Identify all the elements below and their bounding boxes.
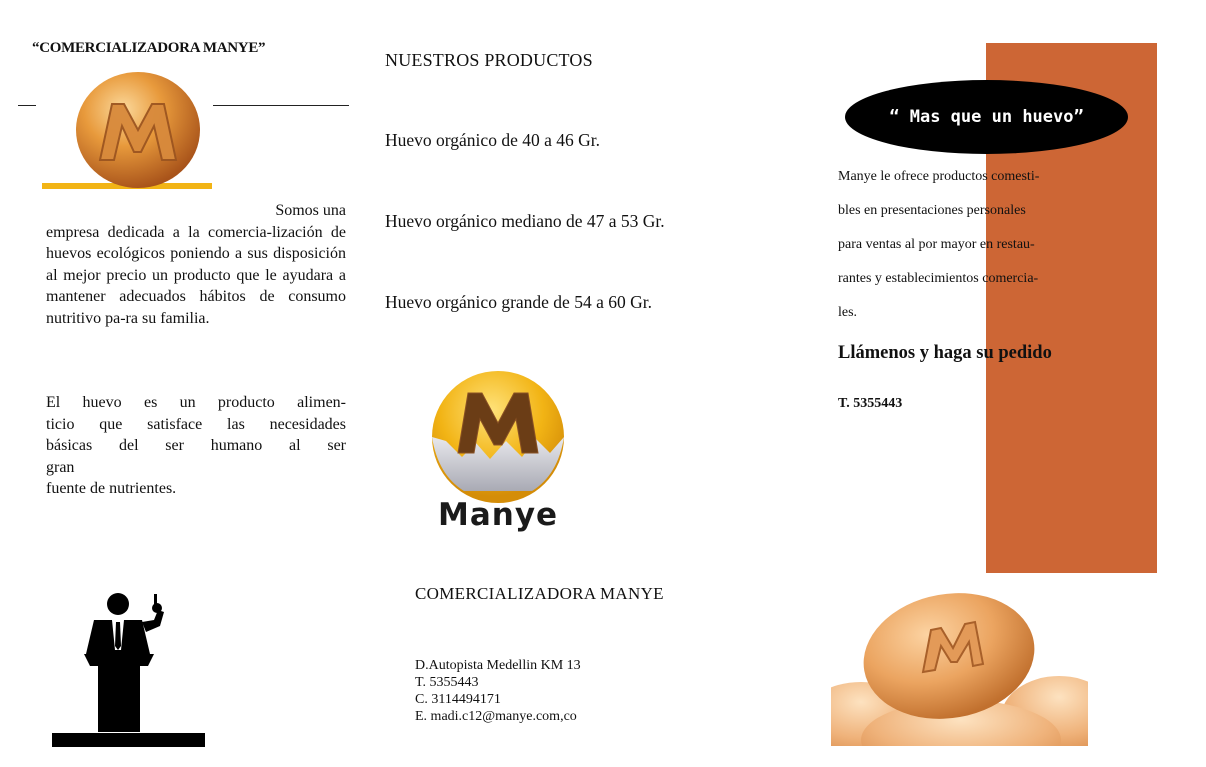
nutrition-line: ticio que satisface las necesidades [46, 415, 346, 433]
contact-block [415, 657, 581, 725]
divider-line [18, 105, 36, 106]
intro-body: empresa dedicada a la comercia-lización de huevos ecológicos poniendo a sus disposición al mejor precio un producto que le ayudara a mantener adecuados hábitos de consumo nutritivo pa-ra su familia. [46, 223, 346, 327]
contact-address: D.Autopista Medellin KM 13 [415, 658, 581, 673]
phone-number: T. 5355443 [838, 396, 903, 411]
left-title: “COMERCIALIZADORA MANYE” [32, 40, 266, 56]
offer-line: les. [838, 305, 858, 320]
nutrition-line: gran [46, 458, 75, 476]
slogan-oval [845, 80, 1128, 154]
offer-line: para ventas al por mayor en restau- [838, 237, 1035, 252]
company-name: COMERCIALIZADORA MANYE [415, 584, 664, 603]
nutrition-line: básicas del ser humano al ser [46, 437, 346, 454]
products-title: NUESTROS PRODUCTOS [385, 50, 593, 70]
offer-line: bles en presentaciones personales [838, 203, 1026, 218]
product-item: Huevo orgánico mediano de 47 a 53 Gr. [385, 211, 665, 231]
logo-text: Manye [438, 497, 559, 533]
contact-email: E. madi.c12@manye.com,co [415, 709, 577, 724]
contact-cell: C. 3114494171 [415, 692, 501, 707]
egg-logo-image [42, 68, 212, 194]
product-item: Huevo orgánico grande de 54 a 60 Gr. [385, 292, 652, 312]
speaker-silhouette-icon [50, 590, 206, 748]
call-to-action: Llámenos y haga su pedido [838, 343, 1052, 363]
offer-line: Manye le ofrece productos comesti- [838, 169, 1040, 184]
offer-line: rantes y establecimientos comercia- [838, 271, 1039, 286]
product-item: Huevo orgánico de 40 a 46 Gr. [385, 130, 600, 150]
intro-lead: Somos una [275, 202, 346, 219]
nutrition-line: fuente de nutrientes. [46, 480, 177, 497]
slogan-text: “ Mas que un huevo” [889, 106, 1084, 127]
contact-phone: T. 5355443 [415, 675, 479, 690]
nutrition-paragraph [46, 392, 346, 500]
offer-paragraph [838, 160, 1128, 330]
nutrition-line: El huevo es un producto alimen- [46, 394, 346, 411]
divider-line [213, 105, 349, 106]
eggs-photo-image [831, 590, 1088, 746]
manye-logo [418, 365, 578, 543]
intro-paragraph [46, 200, 346, 329]
